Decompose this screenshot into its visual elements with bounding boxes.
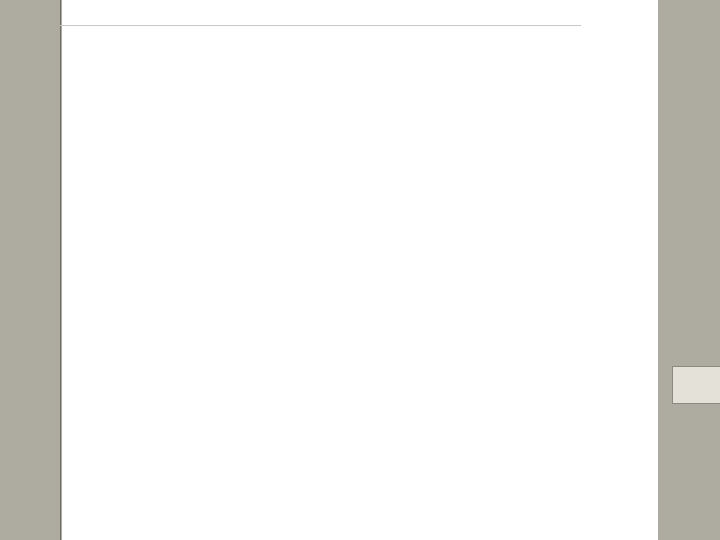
page-edge	[60, 0, 61, 540]
context-menu	[672, 366, 720, 404]
document-page	[62, 0, 658, 540]
header-rule	[60, 25, 581, 26]
menu-item-close-full-screen[interactable]	[673, 371, 720, 375]
